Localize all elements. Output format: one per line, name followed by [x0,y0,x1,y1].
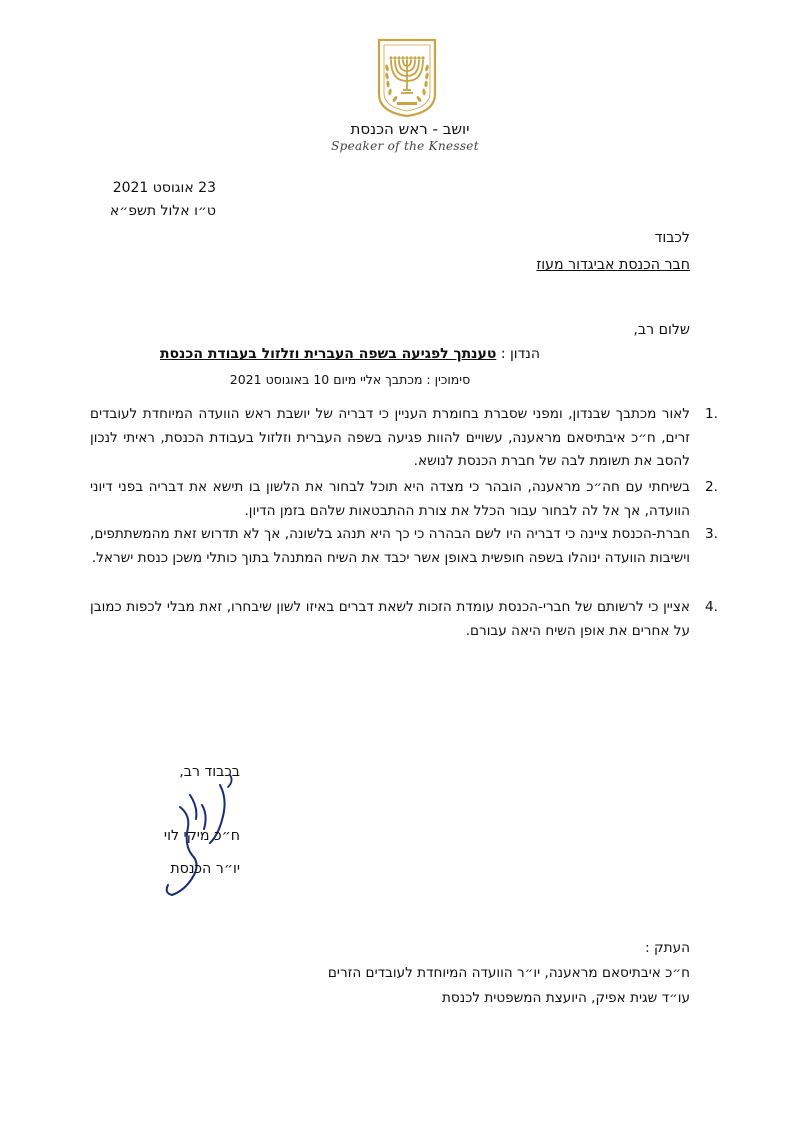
subject-label: הנדון : [500,346,541,362]
closing-regards: בכבוד רב, [179,764,240,780]
paragraph-number: 3. [705,526,718,542]
paragraph-4 [90,596,718,643]
salutation-to: לכבוד [654,230,690,246]
cc-label: העתק : [645,940,690,956]
signer-name: ח״כ מיקי לוי [163,828,240,844]
cc-line-1: ח״כ איבתיסאם מראענה, יו״ר הוועדה המיוחדת לעובדים הזרים [327,965,690,981]
paragraph-number: 1. [705,406,718,422]
signer-role: יו״ר הכנסת [170,861,240,877]
paragraph-text: אציין כי לרשותם של חברי-הכנסת עומדת הזכות לשאת דברים באיזו לשון שיבחרו, זאת מבלי לכפות כמובן על אחרים את אופן השיח היאה עבורם. [90,599,690,639]
cc-line-2: עו״ד שגית אפיק, היועצת המשפטית לכנסת [441,990,690,1006]
paragraph-text: חברת-הכנסת ציינה כי דבריה היו לשם הבהרה כי כך היא תנהג בלשונה, אך לא תדרוש זאת מהמשתתפים, וישיבות הוועדה ינוהלו בשפה חופשית באופן אשר יכבד את השיח המתנהל בתוך כותלי משכן כנסת ישראל. [90,526,690,566]
knesset-emblem-icon [375,38,439,118]
greeting: שלום רב, [633,322,690,338]
date-hebrew: ט״ו אלול תשפ״א [109,203,216,219]
paragraph-number: 2. [705,479,718,495]
paragraph-number: 4. [705,599,718,615]
paragraph-text: בשיחתי עם חה״כ מראענה, הובהר כי מצדה היא תוכל לבחור את הלשון בו תישא את דבריה בפני דיוני הוועדה, אך אל לה לבחור עבור הכלל את צורת ההתבטאות שלהם בזמן הדיון. [90,479,690,519]
subject-reference: סימוכין : מכתבך אליי מיום 10 באוגוסט 2021 [229,372,471,387]
letterhead-title-english: Speaker of the Knesset [331,139,479,153]
date-gregorian: 23 אוגוסט 2021 [112,180,216,196]
paragraph-text: לאור מכתבך שבנדון, ומפני שסברת בחומרת העניין כי דבריה של יושבת ראש הוועדה המיוחדת לעובדים זרים, ח״כ איבתיסאם מראענה, עשויים להוות פגיעה בשפה העברית וזלזול בעבודת הכנסת, ראיתי לנכון להסב את תשומת לבה של חברת הכנסת לנושא. [90,406,690,469]
paragraph-2 [90,476,718,523]
letterhead-title-hebrew: יושב - ראש הכנסת [350,120,470,138]
paragraph-1 [90,403,718,474]
subject-text: טענתך לפגיעה בשפה העברית וזלזול בעבודת הכנסת [159,346,497,362]
paragraph-3 [90,523,718,570]
recipient-name [390,253,690,277]
recipient-name-text: חבר הכנסת אביגדור מעוז [536,257,690,273]
subject-line [100,346,600,362]
